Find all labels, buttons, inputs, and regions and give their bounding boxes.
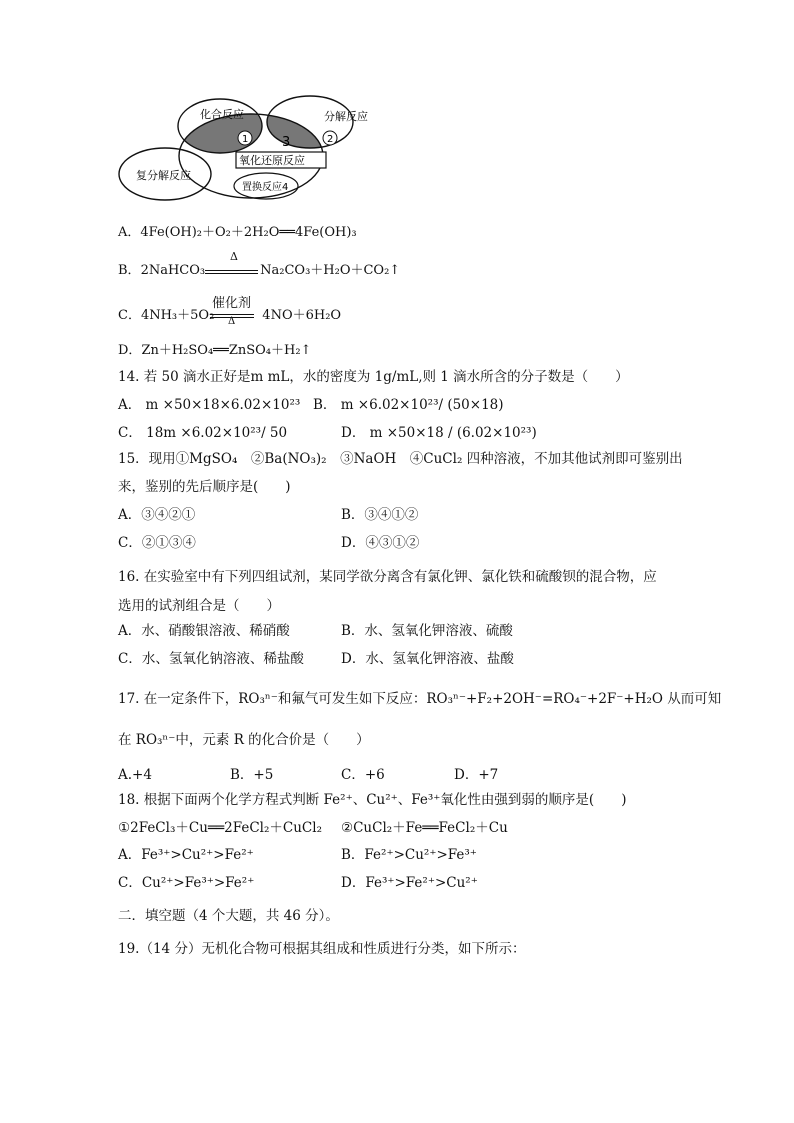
option-letter: B． xyxy=(118,263,141,278)
q18-equation-2: ②CuCl₂＋Fe══FeCl₂＋Cu xyxy=(341,820,508,836)
q13-option-a xyxy=(118,224,357,242)
q16-option-b: B．水、氢氧化钾溶液、硫酸 xyxy=(341,623,513,639)
region-2-label: 2 xyxy=(327,134,334,145)
q18-option-b: B．Fe²⁺>Cu²⁺>Fe³⁺ xyxy=(341,847,477,863)
q13-option-d xyxy=(118,342,311,360)
c-equals-line-bottom xyxy=(210,317,254,318)
region-3-label: 3 xyxy=(282,135,291,150)
q14-option-b: B． m ×6.02×10²³/ (50×18) xyxy=(313,397,504,413)
q14-option-a: A． m ×50×18×6.02×10²³ xyxy=(118,397,301,413)
q13-c-condition-top: 催化剂 xyxy=(212,296,252,311)
q15-stem-line1: 15．现用①MgSO₄ ②Ba(NO₃)₂ ③NaOH ④CuCl₂ 四种溶液，不加其他试剂即可鉴别出 xyxy=(118,451,683,467)
option-letter: C． xyxy=(118,308,141,323)
equation-d: Zn＋H₂SO₄══ZnSO₄＋H₂↑ xyxy=(141,343,312,358)
q13-option-b xyxy=(118,262,400,280)
q18-stem: 18. 根据下面两个化学方程式判断 Fe²⁺、Cu²⁺、Fe³⁺氧化性由强到弱的顺序是( ) xyxy=(118,792,627,808)
equation-b-left: 2NaHCO₃ xyxy=(140,263,206,278)
q16-option-d: D．水、氢氧化钾溶液、盐酸 xyxy=(341,651,514,667)
b-equals-line-bottom xyxy=(205,273,258,274)
equation-c-right: 4NO＋6H₂O xyxy=(262,308,342,323)
q14-option-d: D． m ×50×18 / (6.02×10²³) xyxy=(341,425,537,441)
q17-stem-line1: 17. 在一定条件下，RO₃ⁿ⁻和氟气可发生如下反应：RO₃ⁿ⁻+F₂+2OH⁻=RO₄⁻+2F⁻+H₂O 从而可知 xyxy=(118,691,722,707)
q18-option-a: A．Fe³⁺>Cu²⁺>Fe²⁺ xyxy=(118,847,254,863)
q18-option-c: C．Cu²⁺>Fe³⁺>Fe²⁺ xyxy=(118,875,255,891)
q17-option-c: C．+6 xyxy=(341,767,385,783)
replacement-label: 置换反应4 xyxy=(242,182,289,193)
equation-a: 4Fe(OH)₂＋O₂＋2H₂O══4Fe(OH)₃ xyxy=(140,225,357,240)
q15-option-a: A．③④②① xyxy=(118,507,196,523)
decomposition-label: 分解反应 xyxy=(324,110,368,123)
q19-stem: 19.（14 分）无机化合物可根据其组成和性质进行分类，如下所示： xyxy=(118,941,526,957)
q16-option-a: A．水、硝酸银溶液、稀硝酸 xyxy=(118,623,290,639)
q15-stem-line2: 来，鉴别的先后顺序是( ) xyxy=(118,479,291,495)
q17-option-a: A.+4 xyxy=(118,767,152,783)
q14-option-c: C． 18m ×6.02×10²³/ 50 xyxy=(118,425,288,441)
q13-b-condition: Δ xyxy=(230,250,238,263)
equation-c-left: 4NH₃＋5O₂ xyxy=(140,308,215,323)
q17-stem-line2: 在 RO₃ⁿ⁻中，元素 R 的化合价是（ ） xyxy=(118,732,370,748)
q17-option-d: D．+7 xyxy=(454,767,499,783)
option-letter: D． xyxy=(118,343,142,358)
q15-option-d: D．④③①② xyxy=(341,535,420,551)
q13-option-c xyxy=(118,307,341,325)
q15-option-b: B．③④①② xyxy=(341,507,419,523)
region-1-label: 1 xyxy=(242,134,249,145)
reaction-type-diagram xyxy=(118,94,398,204)
q16-option-c: C．水、氢氧化钠溶液、稀盐酸 xyxy=(118,651,304,667)
combination-label: 化合反应 xyxy=(200,108,244,121)
q18-equation-1: ①2FeCl₃＋Cu══2FeCl₂＋CuCl₂ xyxy=(118,820,322,836)
q17-option-b: B．+5 xyxy=(230,767,274,783)
q16-stem-line1: 16. 在实验室中有下列四组试剂，某同学欲分离含有氯化钾、氯化铁和硫酸钡的混合物，应 xyxy=(118,569,657,585)
q13-c-condition-bottom: Δ xyxy=(228,316,236,327)
b-equals-line-top xyxy=(205,270,258,271)
redox-label: 氧化还原反应 xyxy=(239,154,305,167)
c-equals-line-top xyxy=(210,314,254,315)
q16-stem-line2: 选用的试剂组合是（ ） xyxy=(118,598,280,614)
q18-option-d: D．Fe³⁺>Fe²⁺>Cu²⁺ xyxy=(341,875,478,891)
section-2-heading: 二．填空题（4 个大题，共 46 分）。 xyxy=(118,908,339,924)
q14-stem: 14. 若 50 滴水正好是m mL，水的密度为 1g/mL,则 1 滴水所含的分子数是（ ） xyxy=(118,369,629,385)
double-decomposition-label: 复分解反应 xyxy=(136,169,191,182)
option-letter: A． xyxy=(118,225,141,240)
q15-option-c: C．②①③④ xyxy=(118,535,196,551)
equation-b-right: Na₂CO₃＋H₂O＋CO₂↑ xyxy=(260,263,401,278)
